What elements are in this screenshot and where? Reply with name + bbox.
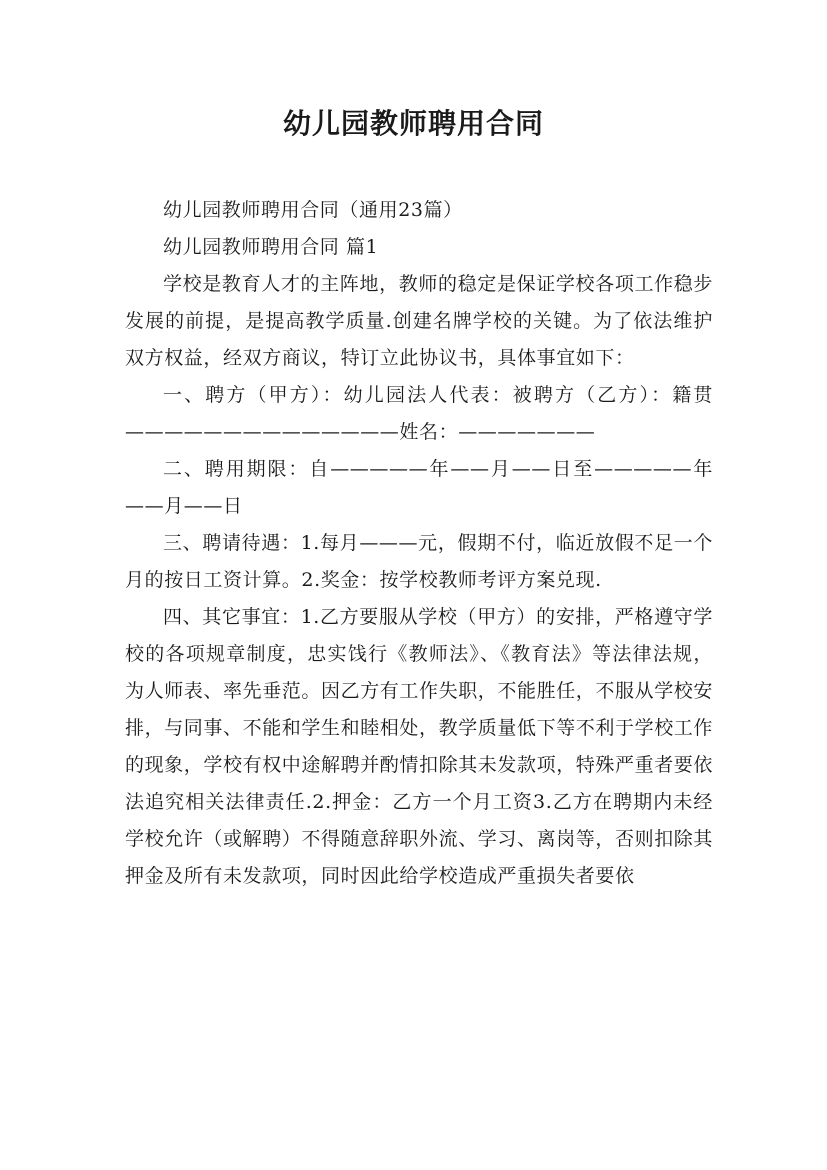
- intro-paragraph: 学校是教育人才的主阵地，教师的稳定是保证学校各项工作稳步发展的前提，是提高教学质量.创建名牌学校的关键。为了依法维护双方权益，经双方商议，特订立此协议书，具体事宜如下：: [125, 273, 713, 369]
- clause-other: 四、其它事宜：1.乙方要服从学校（甲方）的安排，严格遵守学校的各项规章制度，忠实饯行《教师法》、《教育法》等法律法规，为人师表、率先垂范。因乙方有工作失职，不能胜任，不服从学校安排，与同事、不能和学生和睦相处，教学质量低下等不利于学校工作的现象，学校有权中途解聘并酌情扣除其未发款项，特殊严重者要依法追究相关法律责任.2.押金：乙方一个月工资3.乙方在聘期内未经学校允许（或解聘）不得随意辞职外流、学习、离岗等，否则扣除其押金及所有未发款项，同时因此给学校造成严重损失者要依: [125, 606, 714, 887]
- clause-pay: 三、聘请待遇：1.每月———元，假期不付，临近放假不足一个月的按日工资计算。2.奖金：按学校教师考评方案兑现.: [125, 532, 713, 591]
- subtitle-paragraph: 幼儿园教师聘用合同（通用23篇）: [163, 199, 463, 221]
- clause-parties: 一、聘方（甲方）：幼儿园法人代表：被聘方（乙方）：籍贯——————————————姓名：———————: [125, 384, 713, 443]
- document-body: [125, 192, 713, 895]
- clause-term: 二、聘用期限：自—————年——月——日至—————年——月——日: [125, 458, 713, 517]
- section-heading: 幼儿园教师聘用合同 篇1: [163, 236, 379, 258]
- document-title: 幼儿园教师聘用合同: [282, 107, 544, 140]
